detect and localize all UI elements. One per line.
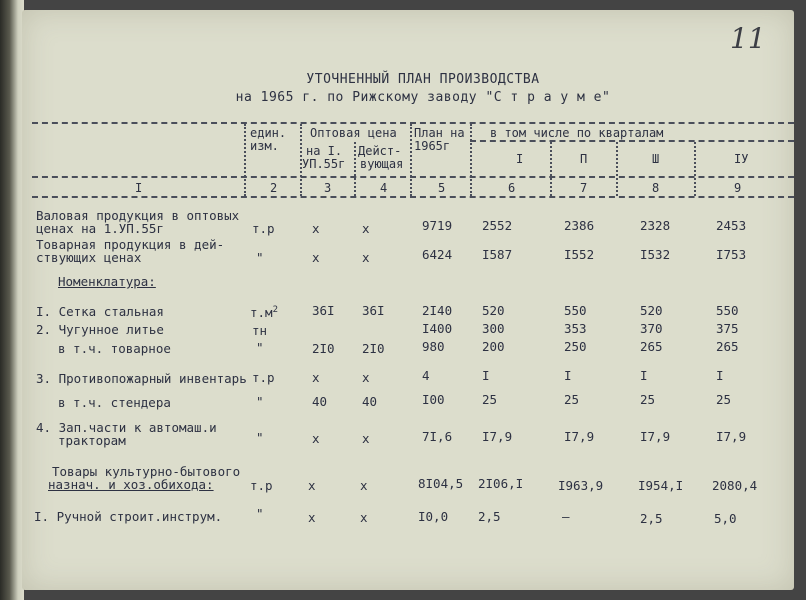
row-label: 3. Противопожарный инвентарь — [36, 371, 247, 386]
cell-unit: $т.м^2$ — [250, 305, 278, 321]
header-quarters: в том числе по кварталам — [490, 126, 664, 140]
row-label-cont: тракторам — [58, 433, 126, 448]
header-q4: IУ — [734, 152, 749, 166]
cell-plan: 8I04,5 — [418, 476, 464, 491]
cell-q1: I7,9 — [482, 429, 513, 444]
colnum-4: 4 — [380, 181, 388, 195]
cell-q1: 2I06,I — [478, 476, 524, 491]
cell-current: x — [362, 221, 370, 236]
header-wholesale-price: Оптовая цена — [310, 126, 397, 140]
cell-current: x — [360, 510, 368, 525]
cell-q1: 200 — [482, 339, 505, 354]
cell-current: 40 — [362, 394, 378, 409]
header-bottom-rule — [32, 176, 794, 178]
col-sep-3 — [354, 142, 356, 196]
cell-plan: I0,0 — [418, 509, 449, 524]
cell-q3: I — [640, 368, 648, 383]
column-numbers-rule — [32, 196, 794, 198]
cell-plan: 980 — [422, 339, 445, 354]
cell-current: 2I0 — [362, 341, 385, 356]
colnum-6: 6 — [508, 181, 516, 195]
col-sep-1 — [244, 124, 246, 196]
cell-q2: 550 — [564, 303, 587, 318]
cell-q1: 25 — [482, 392, 498, 407]
cell-plan: I00 — [422, 392, 445, 407]
cell-q1: 2,5 — [478, 509, 501, 524]
col-sep-6 — [550, 142, 552, 196]
cell-unit: " — [256, 430, 264, 445]
header-price-date-2: УП.55г — [302, 157, 346, 171]
cell-price: x — [312, 431, 320, 446]
cell-price: x — [312, 370, 320, 385]
cell-unit: " — [256, 250, 264, 265]
document-subtitle: на 1965 г. по Рижскому заводу "С т р а у м е" — [235, 90, 611, 105]
row-label: Валовая продукция в оптовых — [36, 208, 240, 223]
cell-q3: 2328 — [640, 218, 671, 233]
cell-unit: " — [256, 394, 264, 409]
cell-price: x — [312, 221, 320, 236]
header-q2: П — [580, 152, 588, 166]
cell-q1: I587 — [482, 247, 513, 262]
header-current-price: Дейст- — [358, 144, 402, 158]
col-sep-4 — [410, 124, 412, 196]
row-label-cont: ценах на 1.УП.55г — [36, 221, 164, 236]
colnum-7: 7 — [580, 181, 588, 195]
cell-price: x — [312, 250, 320, 265]
cell-plan: 9719 — [422, 218, 453, 233]
cell-q4: 2080,4 — [712, 478, 758, 493]
header-unit-2: изм. — [250, 139, 279, 153]
cell-price: 2I0 — [312, 341, 335, 356]
cell-q2: – — [562, 509, 570, 524]
cell-price: x — [308, 510, 316, 525]
row-label: Товары культурно-бытового — [52, 464, 241, 479]
header-current-price-2: вующая — [360, 157, 404, 171]
cell-q4: 5,0 — [714, 511, 737, 526]
row-label-cont: назнач. и хоз.обихода: — [48, 477, 214, 492]
cell-unit: т.р — [252, 370, 275, 385]
colnum-9: 9 — [734, 181, 742, 195]
row-label: Товарная продукция в дей- — [36, 237, 225, 252]
cell-q4: I7,9 — [716, 429, 747, 444]
cell-q4: 2453 — [716, 218, 747, 233]
table-top-rule — [32, 122, 794, 124]
row-label: в т.ч. стендера — [58, 395, 171, 410]
cell-current: x — [362, 370, 370, 385]
header-q3: Ш — [652, 152, 660, 166]
cell-q2: 25 — [564, 392, 580, 407]
cell-q4: 550 — [716, 303, 739, 318]
colnum-2: 2 — [270, 181, 278, 195]
col-sep-5 — [470, 124, 472, 196]
cell-q1: 300 — [482, 321, 505, 336]
cell-q1: 520 — [482, 303, 505, 318]
cell-unit: т.р — [250, 478, 273, 493]
archive-page-number: 11 — [730, 22, 766, 55]
nomenclature-heading: Номенклатура: — [58, 274, 156, 289]
cell-current: x — [360, 478, 368, 493]
cell-q2: 353 — [564, 321, 587, 336]
cell-q2: I963,9 — [558, 478, 604, 493]
cell-q3: 370 — [640, 321, 663, 336]
cell-q3: 25 — [640, 392, 656, 407]
colnum-5: 5 — [438, 181, 446, 195]
cell-plan: 6424 — [422, 247, 453, 262]
cell-q3: 265 — [640, 339, 663, 354]
row-label: 4. Зап.части к автомаш.и — [36, 420, 217, 435]
row-label-cont: ствующих ценах — [36, 250, 142, 265]
cell-current: x — [362, 431, 370, 446]
header-price-date: на I. — [306, 144, 343, 158]
cell-unit: т.р — [252, 221, 275, 236]
cell-unit: " — [256, 506, 264, 521]
header-unit: един. — [250, 126, 287, 140]
cell-q3: 520 — [640, 303, 663, 318]
cell-q4: I753 — [716, 247, 747, 262]
colnum-3: 3 — [324, 181, 332, 195]
cell-q4: 25 — [716, 392, 732, 407]
cell-q4: I — [716, 368, 724, 383]
document-title: УТОЧНЕННЫЙ ПЛАН ПРОИЗВОДСТВА — [306, 72, 540, 87]
row-label: I. Сетка стальная — [36, 304, 164, 319]
cell-plan: 4 — [422, 368, 430, 383]
cell-q1: 2552 — [482, 218, 513, 233]
cell-q2: 250 — [564, 339, 587, 354]
cell-price: x — [308, 478, 316, 493]
header-q1: I — [516, 152, 524, 166]
cell-unit: тн — [252, 323, 268, 338]
cell-q4: 265 — [716, 339, 739, 354]
cell-q3: I532 — [640, 247, 671, 262]
cell-current: x — [362, 250, 370, 265]
cell-q2: 2386 — [564, 218, 595, 233]
header-plan-year: 1965г — [414, 139, 451, 153]
header-plan: План на — [414, 126, 465, 140]
cell-q2: I — [564, 368, 572, 383]
cell-plan: I400 — [422, 321, 453, 336]
col-sep-8 — [694, 142, 696, 196]
cell-q2: I552 — [564, 247, 595, 262]
quarters-rule — [470, 140, 794, 142]
unit-superscript: 2 — [272, 305, 278, 315]
colnum-8: 8 — [652, 181, 660, 195]
row-label: 2. Чугунное литье — [36, 322, 164, 337]
col-sep-7 — [616, 142, 618, 196]
cell-q3: 2,5 — [640, 511, 663, 526]
cell-q3: I954,I — [638, 478, 684, 493]
cell-price: 40 — [312, 394, 328, 409]
cell-plan: 7I,6 — [422, 429, 453, 444]
cell-unit: " — [256, 340, 264, 355]
cell-price: 36I — [312, 303, 335, 318]
colnum-1: I — [135, 181, 143, 195]
cell-q3: I7,9 — [640, 429, 671, 444]
row-label: в т.ч. товарное — [58, 341, 171, 356]
cell-plan: 2I40 — [422, 303, 453, 318]
cell-q1: I — [482, 368, 490, 383]
cell-current: 36I — [362, 303, 385, 318]
cell-q2: I7,9 — [564, 429, 595, 444]
row-label: I. Ручной строит.инструм. — [34, 509, 223, 524]
cell-q4: 375 — [716, 321, 739, 336]
